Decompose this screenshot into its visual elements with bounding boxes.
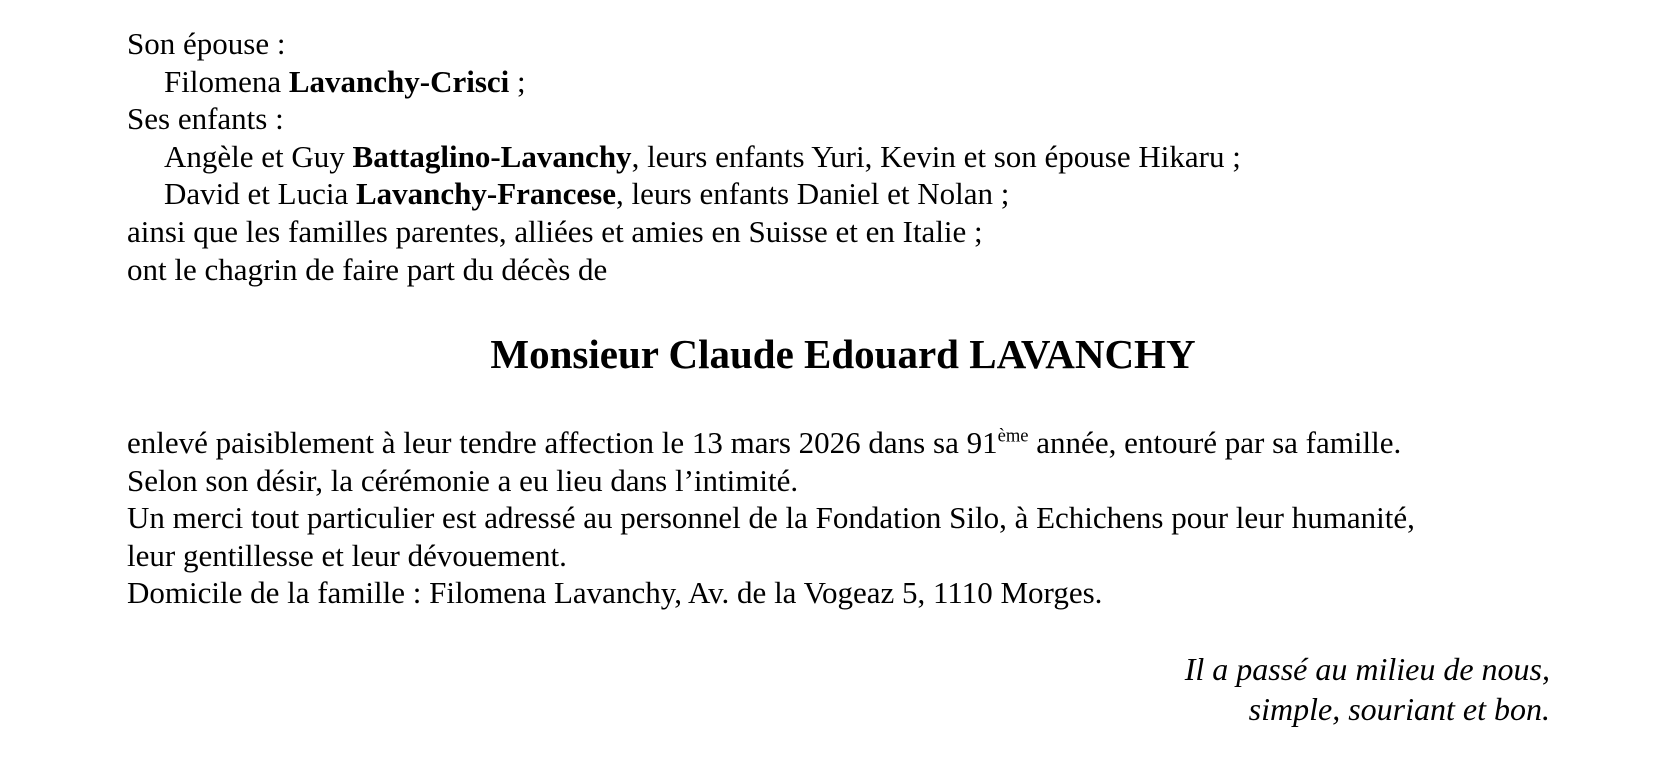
spouse-first-name: Filomena <box>164 63 289 99</box>
child1-line <box>127 138 1241 176</box>
family-address-line: Domicile de la famille : Filomena Lavanchy, Av. de la Vogeaz 5, 1110 Morges. <box>127 575 1103 611</box>
deceased-name-title: Monsieur Claude Edouard LAVANCHY <box>490 331 1196 377</box>
passing-text-prefix: enlevé paisiblement à leur tendre affection le 13 mars 2026 dans sa 91 <box>127 425 998 460</box>
spouse-name-line <box>127 63 1241 101</box>
ceremony-line: Selon son désir, la cérémonie a eu lieu dans l’intimité. <box>127 462 799 498</box>
relatives-line: ainsi que les familles parentes, alliées et amies en Suisse et en Italie ; <box>127 213 983 249</box>
family-announcement-block <box>127 25 1241 288</box>
child1-line-suffix: , leurs enfants Yuri, Kevin et son épouse Hikaru ; <box>631 138 1241 174</box>
child1-family-name: Battaglino-Lavanchy <box>352 138 632 174</box>
child2-first-names: David et Lucia <box>164 176 356 212</box>
child2-line-suffix: , leurs enfants Daniel et Nolan ; <box>615 176 1010 212</box>
epitaph-line-1: Il a passé au milieu de nous, <box>1184 651 1550 687</box>
epitaph-block <box>1185 650 1550 729</box>
spouse-label: Son épouse : <box>127 26 286 61</box>
child1-first-names: Angèle et Guy <box>164 138 353 174</box>
child2-family-name: Lavanchy-Francese <box>355 176 616 212</box>
announcement-line: ont le chagrin de faire part du décès de <box>127 251 608 287</box>
spouse-line-suffix: ; <box>509 63 526 99</box>
child2-line <box>127 175 1241 213</box>
details-block <box>127 424 1415 612</box>
passing-text-suffix: année, entouré par sa famille. <box>1028 425 1402 460</box>
epitaph-line-2: simple, souriant et bon. <box>1248 690 1550 727</box>
passing-line <box>127 424 1415 462</box>
thanks-line-2: leur gentillesse et leur dévouement. <box>127 537 567 573</box>
thanks-line-1: Un merci tout particulier est adressé au personnel de la Fondation Silo, à Echichens pour leur humanité, <box>127 500 1415 536</box>
ordinal-superscript: ème <box>997 425 1029 447</box>
children-label: Ses enfants : <box>127 101 284 137</box>
spouse-family-name: Lavanchy-Crisci <box>288 63 510 99</box>
